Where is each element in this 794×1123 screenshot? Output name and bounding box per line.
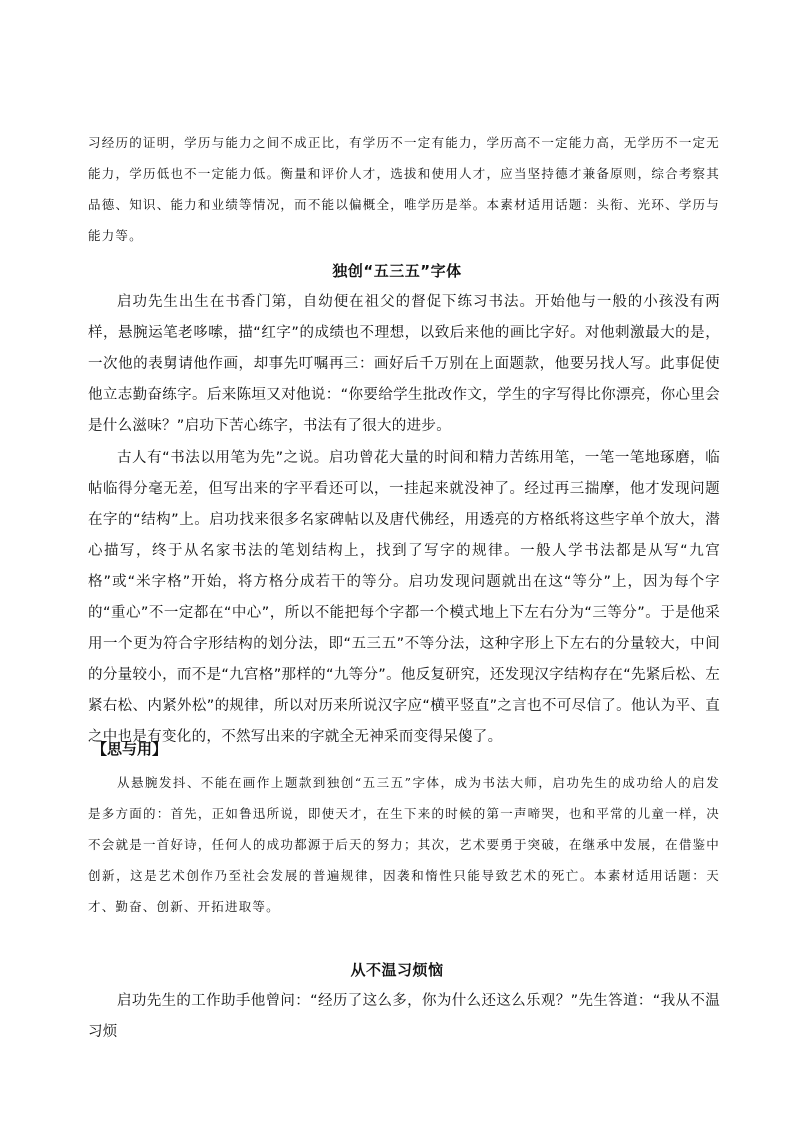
section-title-worry: 从不温习烦恼 [350, 961, 444, 979]
section-title-wusanwu: 独创“五三五”字体 [332, 262, 462, 280]
section2-paragraph1: 启功先生的工作助手他曾问：“经历了这么多，你为什么还这么乐观？”先生答道：“我从不温习烦 [88, 993, 720, 1040]
reflection-label: 【思与用】 [92, 740, 168, 758]
section1-paragraph1: 启功先生出生在书香门第，自幼便在祖父的督促下练习书法。开始他与一般的小孩没有两样，悬腕运笔老哆嗦，描“红字”的成绩也不理想，以致后来他的画比字好。对他刺激最大的是，一次他的表舅请他作画，却事先叮嘱再三：画好后千万别在上面题款，他要另找人写。此事促使他立志勤奋练字。后来陈垣又对他说：“你要给学生批改作文，学生的字写得比你漂亮，你心里会是什么滋味？”启功下苦心练字，书法有了很大的进步。 [88, 294, 720, 434]
top-paragraph-text: 习经历的证明，学历与能力之间不成正比，有学历不一定有能力，学历高不一定能力高，无学历不一定无能力，学历低也不一定能力低。衡量和评价人才，选拔和使用人才，应当坚持德才兼备原则，综合考察其品德、知识、能力和业绩等情况，而不能以偏概全，唯学历是举。本素材适用话题：头衔、光环、学历与能力等。 [88, 135, 720, 243]
top-paragraph [88, 127, 720, 251]
section1-paragraph2: 古人有“书法以用笔为先”之说。启功曾花大量的时间和精力苦练用笔，一笔一笔地琢磨，临帖临得分毫无差，但写出来的字平看还可以，一挂起来就没神了。经过再三揣摩，他才发现问题在字的“结构”上。启功找来很多名家碑帖以及唐代佛经，用透亮的方格纸将这些字单个放大，潜心描写，终于从名家书法的笔划结构上，找到了写字的规律。一般人学书法都是从写“九宫格”或“米字格”开始，将方格分成若干的等分。启功发现问题就出在这“等分”上，因为每个字的“重心”不一定都在“中心”，所以不能把每个字都一个模式地上下左右分为“三等分”。于是他采用一个更为符合字形结构的划分法，即“五三五”不等分法，这种字形上下左右的分量较大，中间的分量较小，而不是“九宫格”那样的“九等分”。他反复研究，还发现汉字结构存在“先紧后松、左紧右松、内紧外松”的规律，所以对历来所说汉字应“横平竖直”之言也不可尽信了。他认为平、直之中也是有变化的，不然写出来的字就全无神采而变得呆傻了。 [88, 450, 720, 745]
reflection-paragraph: 从悬腕发抖、不能在画作上题款到独创“五三五”字体，成为书法大师，启功先生的成功给人的启发是多方面的：首先，正如鲁迅所说，即使天才，在生下来的时候的第一声啼哭，也和平常的儿童一样，决不会就是一首好诗，任何人的成功都源于后天的努力；其次，艺术要勇于突破，在继承中发展，在借鉴中创新，这是艺术创作乃至社会发展的普遍规律，因袭和惰性只能导致艺术的死亡。本素材适用话题：天才、勤奋、创新、开拓进取等。 [88, 775, 720, 914]
